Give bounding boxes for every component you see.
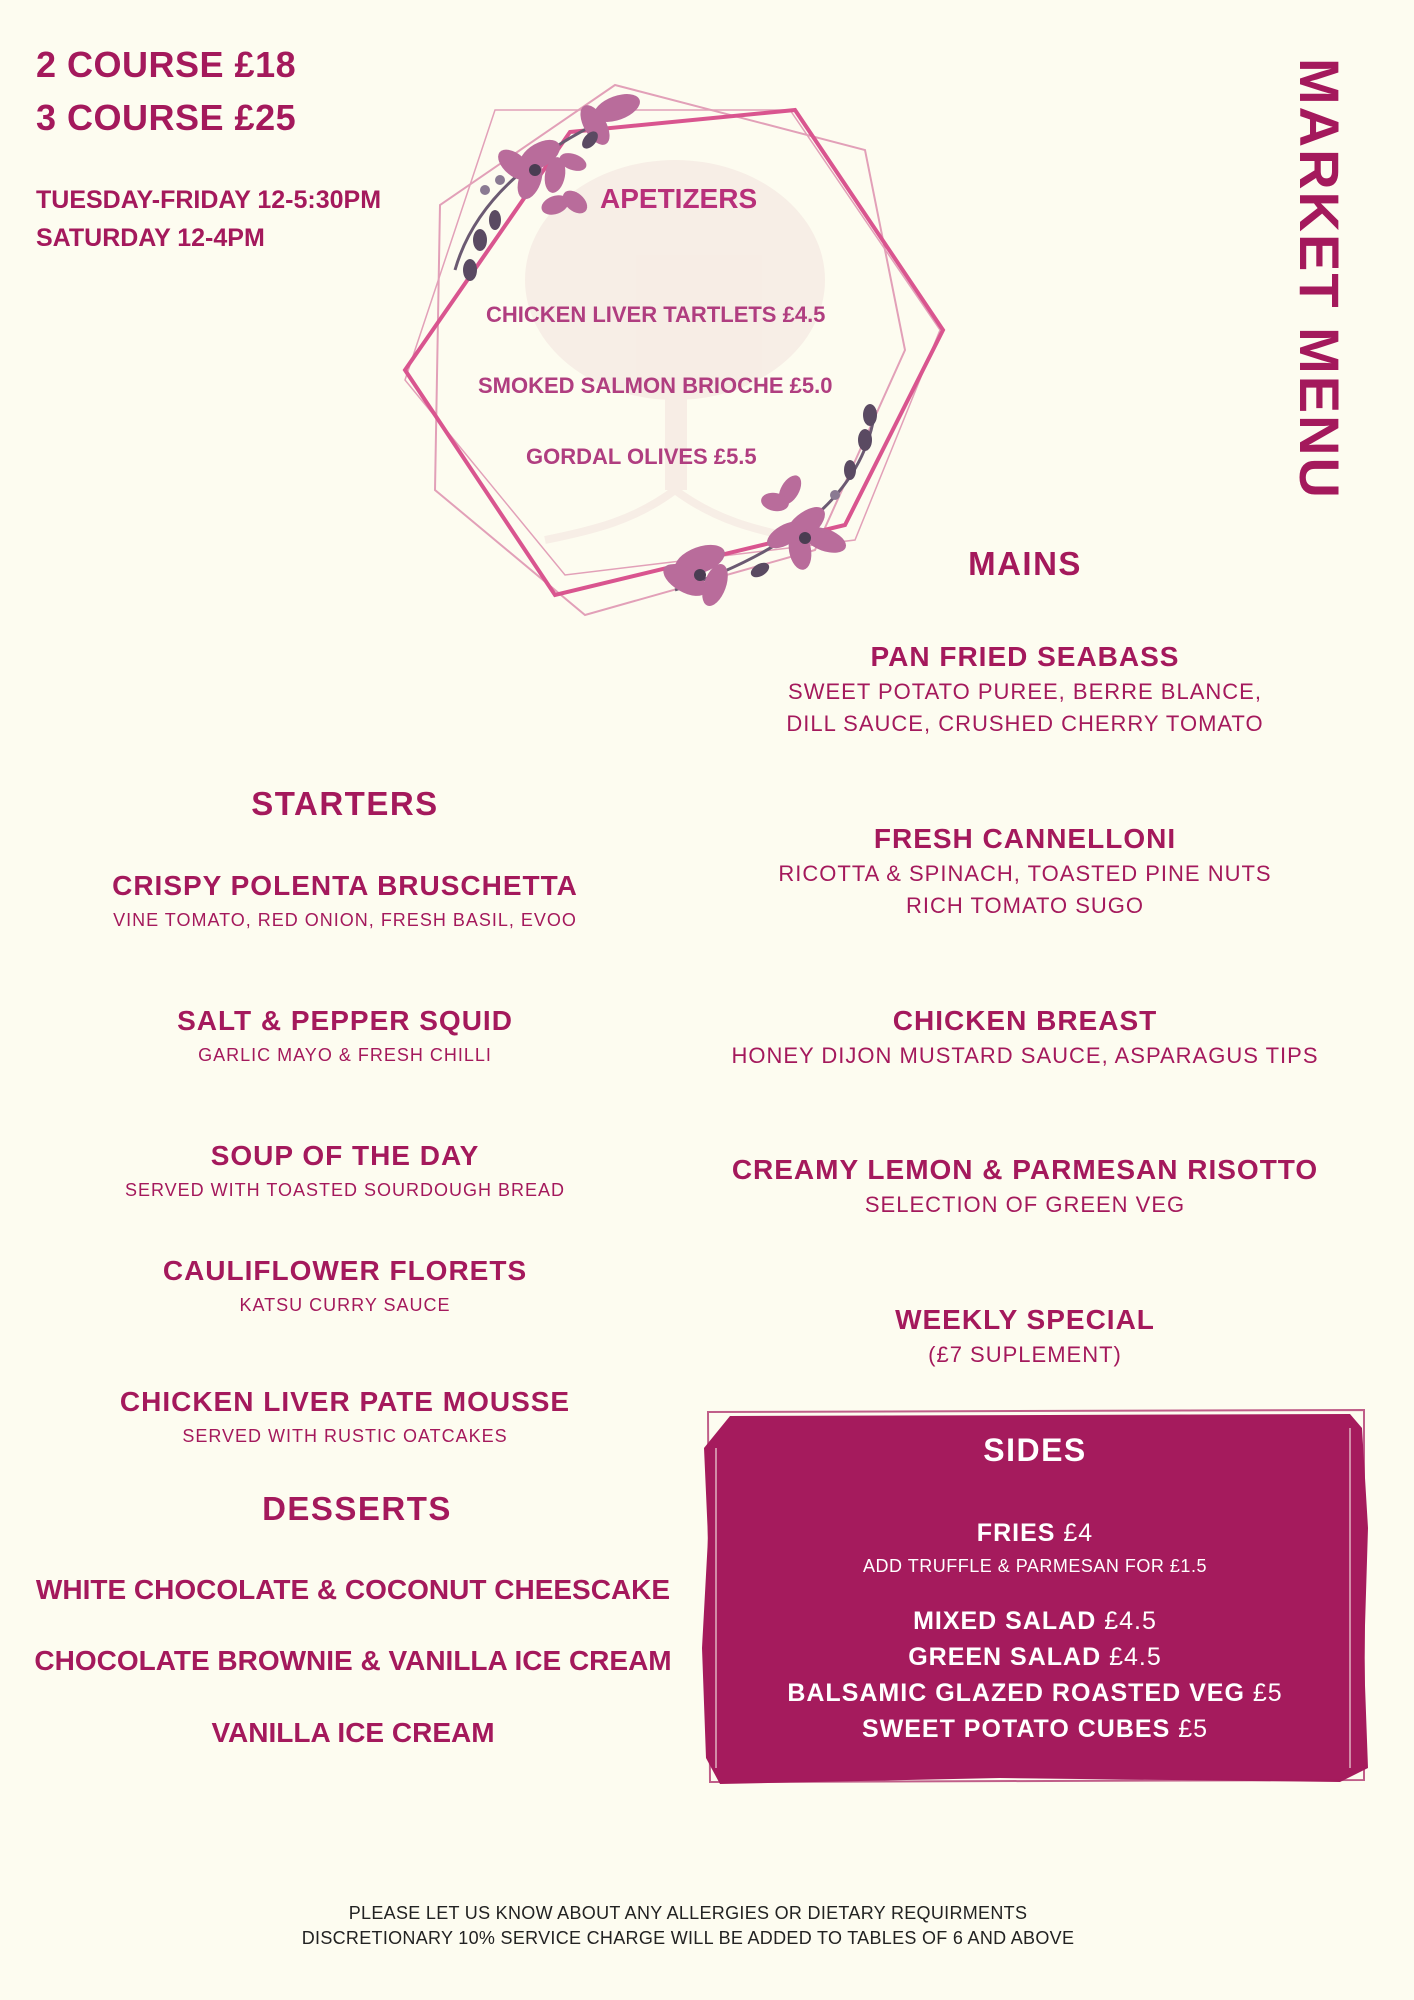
main-item-name: WEEKLY SPECIAL: [895, 1304, 1155, 1335]
main-item-name: FRESH CANNELLONI: [873, 823, 1177, 854]
hours-saturday: SATURDAY 12-4PM: [36, 224, 265, 252]
tree-illustration: [525, 160, 825, 540]
starter-item-desc: VINE TOMATO, RED ONION, FRESH BASIL, EVOO: [113, 910, 577, 930]
apetizer-item: CHICKEN LIVER TARTLETS £4.5: [486, 302, 826, 327]
starter-item-name: CRISPY POLENTA BRUSCHETTA: [112, 870, 578, 901]
sides-item-name: MIXED SALAD: [913, 1607, 1097, 1635]
sides-item-name: FRIES: [976, 1519, 1056, 1547]
main-item-desc: RICOTTA & SPINACH, TOASTED PINE NUTS: [778, 861, 1272, 886]
desserts-title: DESSERTS: [262, 1490, 452, 1527]
starter-item-name: SALT & PEPPER SQUID: [177, 1005, 513, 1036]
sides-item-name: BALSAMIC GLAZED ROASTED VEG: [787, 1679, 1245, 1707]
main-item-name: CREAMY LEMON & PARMESAN RISOTTO: [731, 1154, 1319, 1185]
apetizer-item: GORDAL OLIVES £5.5: [526, 444, 757, 469]
dessert-item: CHOCOLATE BROWNIE & VANILLA ICE CREAM: [34, 1645, 672, 1676]
price-2-course: 2 COURSE £18: [36, 44, 297, 85]
sides-item-price: £4.5: [1104, 1607, 1157, 1635]
sides-item: [700, 1679, 1370, 1708]
sides-title: SIDES: [983, 1432, 1087, 1468]
starter-item-name: CHICKEN LIVER PATE MOUSSE: [119, 1386, 571, 1417]
main-item-desc: (£7 SUPLEMENT): [928, 1342, 1122, 1367]
sides-item: [700, 1715, 1370, 1744]
sides-item: [700, 1607, 1370, 1636]
sides-item-name: GREEN SALAD: [908, 1643, 1102, 1671]
mains-title: MAINS: [968, 545, 1082, 582]
starter-item-desc: SERVED WITH TOASTED SOURDOUGH BREAD: [124, 1180, 566, 1200]
apetizer-item: SMOKED SALMON BRIOCHE £5.0: [478, 373, 833, 398]
main-item-desc: HONEY DIJON MUSTARD SAUCE, ASPARAGUS TIPS: [731, 1043, 1319, 1068]
main-item-desc: RICH TOMATO SUGO: [905, 893, 1145, 918]
starter-item-name: CAULIFLOWER FLORETS: [162, 1255, 528, 1286]
page-title: MARKET MENU: [1288, 58, 1351, 500]
sides-note: ADD TRUFFLE & PARMESAN FOR £1.5: [863, 1556, 1207, 1576]
sides-item-price: £4.5: [1109, 1643, 1162, 1671]
sides-item-price: £5: [1252, 1679, 1283, 1707]
starter-item-desc: KATSU CURRY SAUCE: [239, 1295, 451, 1315]
main-item-desc: DILL SAUCE, CRUSHED CHERRY TOMATO: [786, 711, 1264, 736]
sides-item: [700, 1643, 1370, 1672]
hours-weekday: TUESDAY-FRIDAY 12-5:30PM: [36, 186, 382, 214]
starter-item-desc: GARLIC MAYO & FRESH CHILLI: [198, 1045, 492, 1065]
dessert-item: WHITE CHOCOLATE & COCONUT CHEESCAKE: [35, 1574, 671, 1605]
sides-item-name: SWEET POTATO CUBES: [861, 1715, 1171, 1743]
price-3-course: 3 COURSE £25: [36, 97, 297, 138]
sides-item-price: £5: [1178, 1715, 1209, 1743]
footer-service-charge-note: DISCRETIONARY 10% SERVICE CHARGE WILL BE ADDED TO TABLES OF 6 AND ABOVE: [301, 1928, 1075, 1948]
sides-item: [700, 1519, 1370, 1548]
main-item-desc: SWEET POTATO PUREE, BERRE BLANCE,: [788, 679, 1262, 704]
sides-item-price: £4: [1063, 1519, 1094, 1547]
main-item-name: CHICKEN BREAST: [892, 1005, 1158, 1036]
footer-allergy-note: PLEASE LET US KNOW ABOUT ANY ALLERGIES OR DIETARY REQUIRMENTS: [348, 1903, 1028, 1923]
dessert-item: VANILLA ICE CREAM: [211, 1717, 495, 1748]
apetizers-title: APETIZERS: [600, 183, 758, 214]
starter-item-desc: SERVED WITH RUSTIC OATCAKES: [182, 1426, 508, 1446]
starters-title: STARTERS: [251, 785, 439, 822]
main-item-name: PAN FRIED SEABASS: [870, 641, 1180, 672]
starter-item-name: SOUP OF THE DAY: [210, 1140, 480, 1171]
main-item-desc: SELECTION OF GREEN VEG: [864, 1192, 1186, 1217]
